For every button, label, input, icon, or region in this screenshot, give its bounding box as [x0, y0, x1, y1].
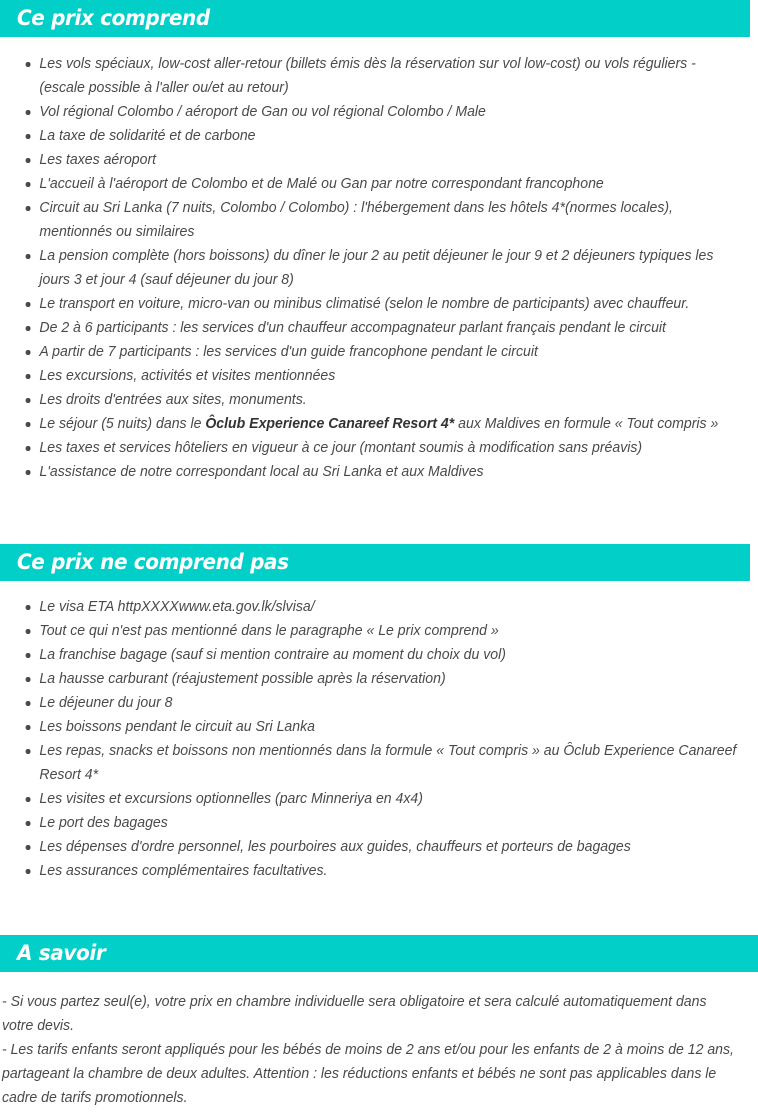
- list-item: La taxe de solidarité et de carbone: [0, 124, 747, 148]
- to-know-notes: [0, 972, 758, 1110]
- list-item: Les droits d'entrées aux sites, monuments.: [0, 388, 747, 412]
- list-item: Circuit au Sri Lanka (7 nuits, Colombo / Colombo) : l'hébergement dans les hôtels 4*(normes locales), mentionnés ou similaires: [0, 196, 747, 244]
- section-header-not-included: [0, 544, 750, 581]
- list-item: Les taxes aéroport: [0, 148, 747, 172]
- list-item: Les visites et excursions optionnelles (parc Minneriya en 4x4): [0, 787, 747, 811]
- list-item: L'accueil à l'aéroport de Colombo et de Malé ou Gan par notre correspondant francophone: [0, 172, 747, 196]
- section-title-to-know: A savoir: [17, 940, 106, 966]
- section-header-to-know: [0, 935, 758, 972]
- list-item: Le déjeuner du jour 8: [0, 691, 747, 715]
- list-item: Les assurances complémentaires facultatives.: [0, 859, 747, 883]
- list-item: Les vols spéciaux, low-cost aller-retour (billets émis dès la réservation sur vol low-cost) ou vols réguliers - (escale possible à l'aller ou/et au retour): [0, 52, 747, 100]
- spacer-after-not-included: [0, 883, 758, 935]
- list-item: Le séjour (5 nuits) dans le Ôclub Experience Canareef Resort 4* aux Maldives en formule « Tout compris »: [0, 412, 747, 436]
- list-item: Le transport en voiture, micro-van ou minibus climatisé (selon le nombre de participants) avec chauffeur.: [0, 292, 747, 316]
- list-item: La franchise bagage (sauf si mention contraire au moment du choix du vol): [0, 643, 747, 667]
- list-item: Les repas, snacks et boissons non mentionnés dans la formule « Tout compris » au Ôclub Experience Canareef Resort 4*: [0, 739, 747, 787]
- note-paragraph: - Les tarifs enfants seront appliqués pour les bébés de moins de 2 ans et/ou pour les enfants de 2 à moins de 12 ans, partageant la chambre de deux adultes. Attention : les réductions enfants et bébés ne sont pas applicables dans le cadre de tarifs promotionnels.: [2, 1042, 734, 1106]
- spacer-after-included: [0, 484, 758, 544]
- list-item: Les boissons pendant le circuit au Sri Lanka: [0, 715, 747, 739]
- list-item: L'assistance de notre correspondant local au Sri Lanka et aux Maldives: [0, 460, 747, 484]
- list-item: Les dépenses d'ordre personnel, les pourboires aux guides, chauffeurs et porteurs de bagages: [0, 835, 747, 859]
- list-item: Tout ce qui n'est pas mentionné dans le paragraphe « Le prix comprend »: [0, 619, 747, 643]
- section-header-included: [0, 0, 750, 37]
- list-item: Le visa ETA httpXXXXwww.eta.gov.lk/slvisa/: [0, 595, 747, 619]
- list-item: Le port des bagages: [0, 811, 747, 835]
- list-item: Les excursions, activités et visites mentionnées: [0, 364, 747, 388]
- section-title-not-included: Ce prix ne comprend pas: [17, 549, 289, 575]
- note-paragraph: - Si vous partez seul(e), votre prix en chambre individuelle sera obligatoire et sera calculé automatiquement dans votre devis.: [2, 994, 707, 1034]
- list-item: Vol régional Colombo / aéroport de Gan ou vol régional Colombo / Male: [0, 100, 747, 124]
- list-item: A partir de 7 participants : les services d'un guide francophone pendant le circuit: [0, 340, 747, 364]
- included-list: [0, 37, 758, 484]
- list-item: La pension complète (hors boissons) du dîner le jour 2 au petit déjeuner le jour 9 et 2 déjeuners typiques les jours 3 et jour 4 (sauf déjeuner du jour 8): [0, 244, 747, 292]
- section-title-included: Ce prix comprend: [17, 5, 210, 31]
- list-item: Les taxes et services hôteliers en vigueur à ce jour (montant soumis à modification sans préavis): [0, 436, 747, 460]
- list-item: La hausse carburant (réajustement possible après la réservation): [0, 667, 747, 691]
- not-included-list: [0, 581, 758, 883]
- list-item: De 2 à 6 participants : les services d'un chauffeur accompagnateur parlant français pendant le circuit: [0, 316, 747, 340]
